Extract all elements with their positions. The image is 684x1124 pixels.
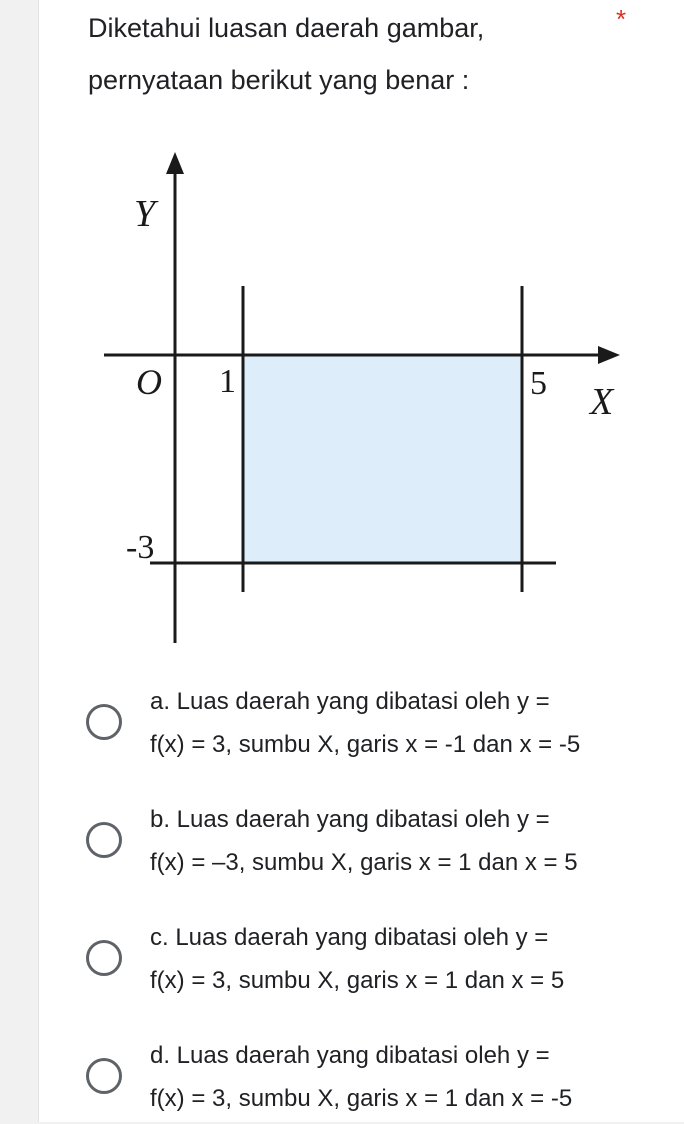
option-b[interactable] <box>84 798 644 888</box>
option-c-label <box>150 916 640 1002</box>
option-d-label <box>150 1034 640 1120</box>
origin-label: O <box>136 362 162 402</box>
tick-label-x-1: 1 <box>219 363 236 400</box>
required-asterisk: * <box>616 4 627 34</box>
option-a[interactable] <box>84 680 644 770</box>
question-title <box>88 2 588 106</box>
option-c-line-2: f(x) = 3, sumbu X, garis x = 1 dan x = 5 <box>150 967 565 994</box>
option-c-line-1: c. Luas daerah yang dibatasi oleh y = <box>150 924 549 951</box>
option-b-line-1: b. Luas daerah yang dibatasi oleh y = <box>150 806 550 833</box>
question-line-1: Diketahui luasan daerah gambar, <box>88 13 485 43</box>
tick-label-x-5: 5 <box>530 365 547 402</box>
tick-label-y-neg3: -3 <box>126 529 155 566</box>
option-d-line-1: d. Luas daerah yang dibatasi oleh y = <box>150 1042 550 1069</box>
option-c-radio[interactable] <box>86 940 122 976</box>
option-d[interactable] <box>84 1034 644 1124</box>
option-a-line-1: a. Luas daerah yang dibatasi oleh y = <box>150 688 550 715</box>
option-a-label <box>150 680 640 766</box>
option-c[interactable] <box>84 916 644 1006</box>
x-axis-label: X <box>590 381 614 423</box>
option-d-line-2: f(x) = 3, sumbu X, garis x = 1 dan x = -5 <box>150 1085 573 1112</box>
option-b-radio[interactable] <box>86 822 122 858</box>
option-a-line-2: f(x) = 3, sumbu X, garis x = -1 dan x = -5 <box>150 731 581 758</box>
y-axis-label: Y <box>134 193 156 235</box>
option-b-label <box>150 798 640 884</box>
option-b-line-2: f(x) = –3, sumbu X, garis x = 1 dan x = 5 <box>150 849 578 876</box>
option-a-radio[interactable] <box>86 704 122 740</box>
question-line-2: pernyataan berikut yang benar : <box>88 65 470 95</box>
option-d-radio[interactable] <box>86 1058 122 1094</box>
